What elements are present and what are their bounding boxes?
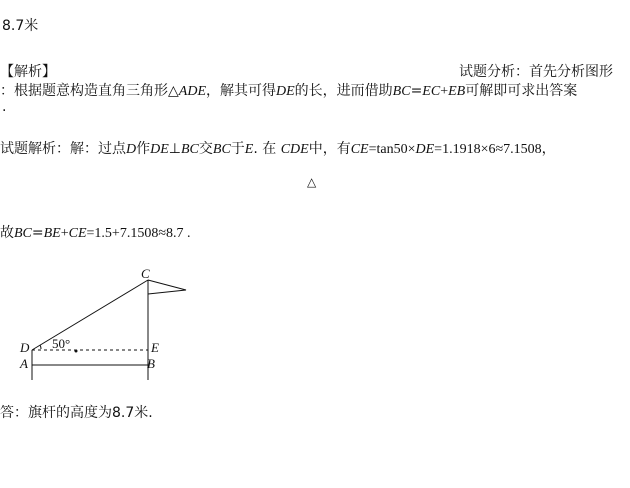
angle-dot [75,350,78,353]
angle-arc [40,345,41,349]
flag-shape [148,280,186,294]
label-c: C [141,266,150,281]
top-answer: 8.7米 [2,18,39,34]
analysis-line: ：根据题意构造直角三角形△ADE，解其可得DE的长，进而借助BC=EC+EB可解即可求出答案 [0,83,578,99]
label-a: A [20,356,28,371]
therefore-line: 故BC=BE+CE=1.5+7.1508≈8.7 . [0,225,191,241]
analysis-summary-start: 试题分析：首先分析图形 [459,64,613,80]
triangle-symbol: △ [307,175,317,189]
label-e: E [151,340,159,355]
analysis-period: . [2,99,7,115]
analysis-heading: 【解析】 [0,64,56,80]
solution-line: 试题解析：解：过点D作DE⊥BC交BC于E. 在 CDE中，有CE=tan50×DE=1.1918×6≈7.1508， [0,141,556,157]
final-answer: 答：旗杆的高度为8.7米. [0,405,153,421]
flagpole-figure [0,260,200,390]
line-dc [32,280,148,350]
angle-label: 50° [52,336,71,351]
label-b: B [147,356,155,371]
label-d: D [20,340,30,355]
